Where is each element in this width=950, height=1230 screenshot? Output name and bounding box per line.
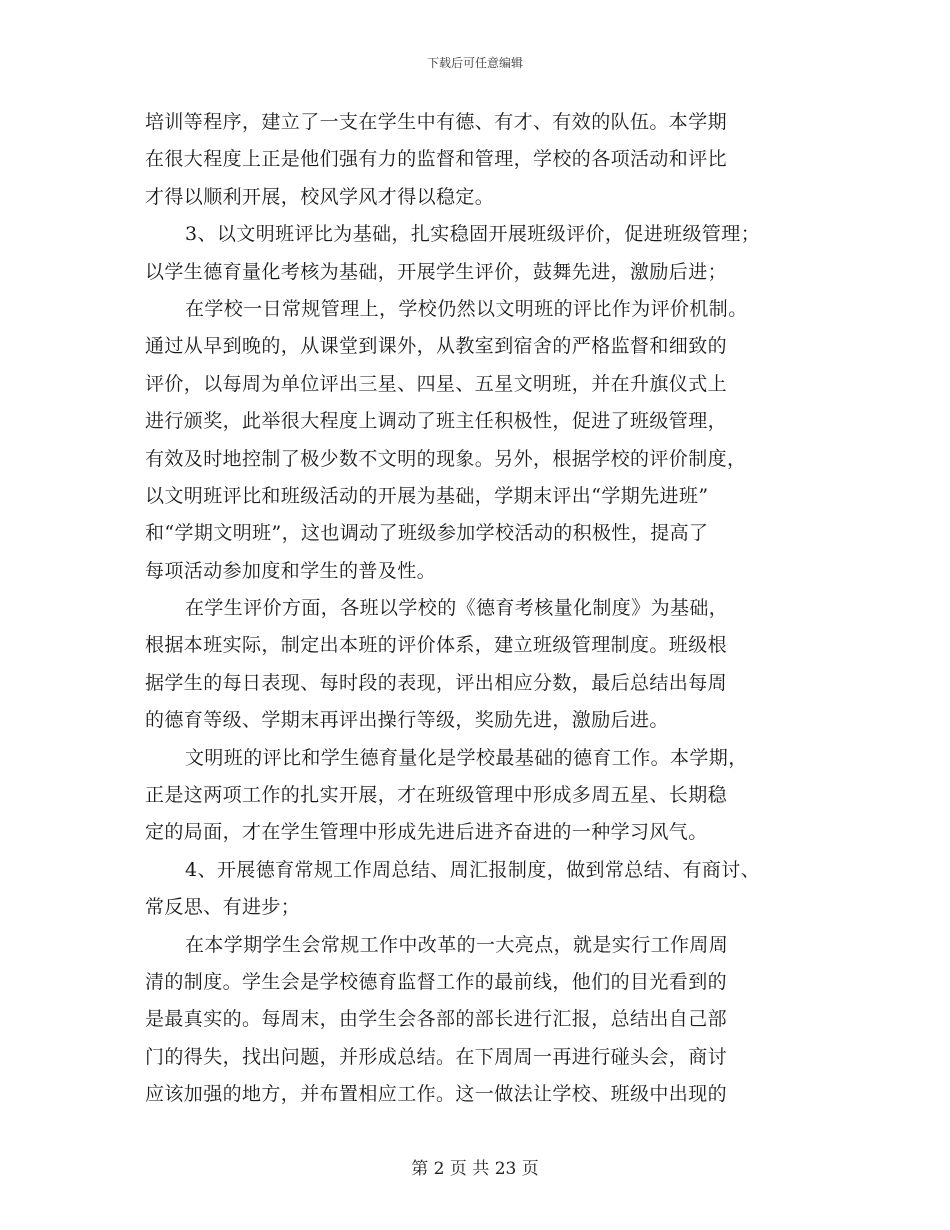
- text-line: 以学生德育量化考核为基础，开展学生评价，鼓舞先进，激励后进；: [145, 260, 728, 283]
- text-line: 通过从早到晚的，从课堂到课外，从教室到宿舍的严格监督和细致的: [145, 335, 728, 358]
- text-line: 在很大程度上正是他们强有力的监督和管理，学校的各项活动和评比: [145, 148, 728, 171]
- text-line: 4、开展德育常规工作周总结、周汇报制度，做到常总结、有商讨、: [185, 858, 761, 881]
- text-line: 在学生评价方面，各班以学校的《德育考核量化制度》为基础，: [185, 597, 729, 620]
- text-line: 是最真实的。每周末，由学生会各部的部长进行汇报，总结出自己部: [145, 1008, 728, 1031]
- text-line: 清的制度。学生会是学校德育监督工作的最前线，他们的目光看到的: [145, 970, 728, 993]
- page-header: 下载后可任意编辑: [426, 56, 523, 70]
- text-line: 根据本班实际，制定出本班的评价体系，建立班级管理制度。班级根: [145, 634, 728, 657]
- text-line: 常反思、有进步；: [145, 896, 301, 919]
- text-line: 有效及时地控制了极少数不文明的现象。另外，根据学校的评价制度，: [145, 447, 747, 470]
- text-line: 和“学期文明班”，这也调动了班级参加学校活动的积极性，提高了: [145, 522, 709, 545]
- document-body: [145, 104, 835, 1114]
- text-line: 门的得失，找出问题，并形成总结。在下周周一再进行碰头会，商讨: [145, 1045, 728, 1068]
- text-line: 每项活动参加度和学生的普及性。: [145, 559, 437, 582]
- text-line: 正是这两项工作的扎实开展，才在班级管理中形成多周五星、长期稳: [145, 784, 728, 807]
- text-line: 评价，以每周为单位评出三星、四星、五星文明班，并在升旗仪式上: [145, 372, 728, 395]
- text-line: 定的局面，才在学生管理中形成先进后进齐奋进的一种学习风气。: [145, 821, 708, 844]
- text-line: 在本学期学生会常规工作中改革的一大亮点，就是实行工作周周: [185, 933, 729, 956]
- text-line: 以文明班评比和班级活动的开展为基础，学期末评出“学期先进班”: [145, 484, 709, 507]
- text-line: 的德育等级、学期末再评出操行等级，奖励先进，激励后进。: [145, 709, 669, 732]
- text-line: 才得以顺利开展，校风学风才得以稳定。: [145, 185, 495, 208]
- text-line: 进行颁奖，此举很大程度上调动了班主任积极性，促进了班级管理，: [145, 410, 728, 433]
- text-line: 应该加强的地方，并布置相应工作。这一做法让学校、班级中出现的: [145, 1083, 728, 1106]
- page-footer: 第 2 页 共 23 页: [411, 1159, 539, 1179]
- text-line: 据学生的每日表现、每时段的表现，评出相应分数，最后总结出每周: [145, 671, 728, 694]
- text-line: 3、以文明班评比为基础，扎实稳固开展班级评价，促进班级管理；: [185, 223, 761, 246]
- text-line: 在学校一日常规管理上，学校仍然以文明班的评比作为评价机制。: [185, 297, 748, 320]
- text-line: 培训等程序，建立了一支在学生中有德、有才、有效的队伍。本学期: [145, 111, 728, 133]
- text-line: 文明班的评比和学生德育量化是学校最基础的德育工作。本学期，: [185, 746, 748, 769]
